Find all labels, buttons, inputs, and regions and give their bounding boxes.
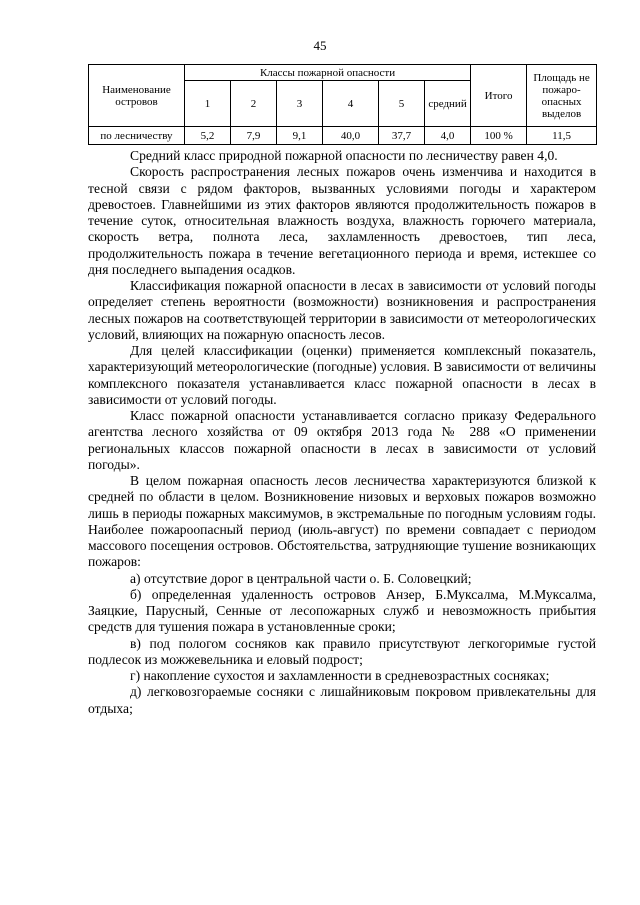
row-value: 5,2	[185, 127, 231, 145]
row-value: 7,9	[231, 127, 277, 145]
paragraph: Скорость распространения лесных пожаров очень изменчива и находится в тесной связи с рядом факторов, вызванных условиями погоды и характером древостоев. Главнейшими из этих факторов являются продолжительность пожаров в течение суток, относительная влажность воздуха, влажность горючего материала, скорость ветра, полнота леса, захламленность древостоев, тип леса, продолжительность пожара в течение вегетационного периода и время, истекшее со дня последнего выпадения осадков.	[88, 164, 596, 277]
fire-hazard-table	[88, 64, 597, 145]
paragraph: Класс пожарной опасности устанавливается согласно приказу Федерального агентства лесного хозяйства от 09 октября 2013 года № 288 «О применении региональных классов пожарной опасности в лесах в зависимости от условий погоды».	[88, 408, 596, 472]
row-value: 4,0	[425, 127, 471, 145]
header-total: Итого	[471, 65, 527, 127]
class-label: 1	[185, 81, 231, 127]
row-value: 37,7	[379, 127, 425, 145]
row-total: 100 %	[471, 127, 527, 145]
list-item: д) легковозгораемые сосняки с лишайниковым покровом привлекательны для отдыха;	[88, 684, 596, 716]
row-name: по лесничеству	[89, 127, 185, 145]
list-item: в) под пологом сосняков как правило присутствуют легкогоримые густой подлесок из можжевельника и еловый подрост;	[88, 635, 596, 667]
table-row	[89, 127, 597, 145]
class-label: 3	[277, 81, 323, 127]
list-item: а) отсутствие дорог в центральной части о. Б. Соловецкий;	[130, 570, 472, 586]
class-label: 2	[231, 81, 277, 127]
list-item: б) определенная удаленность островов Анзер, Б.Муксалма, М.Муксалма, Заяцкие, Парусный, Сенные от лесопожарных служб и невозможность прибытия средств для тушения пожара в установленные сроки;	[88, 586, 596, 635]
header-area: Площадь не пожаро-опасных выделов	[527, 65, 597, 127]
class-label: средний	[425, 81, 471, 127]
row-area: 11,5	[527, 127, 597, 145]
list-item: г) накопление сухостоя и захламленности в средневозрастных сосняках;	[130, 668, 550, 683]
row-value: 9,1	[277, 127, 323, 145]
row-value: 40,0	[323, 127, 379, 145]
paragraph: Для целей классификации (оценки) применяется комплексный показатель, характеризующий метеорологические (погодные) условия. В зависимости от величины комплексного показателя устанавливается класс пожарной опасности в лесах в зависимости от условий погоды.	[88, 343, 596, 407]
class-label: 4	[323, 81, 379, 127]
header-name: Наименование островов	[89, 65, 185, 127]
paragraph: Средний класс природной пожарной опасности по лесничеству равен 4,0.	[130, 148, 558, 163]
class-label: 5	[379, 81, 425, 127]
paragraph: В целом пожарная опасность лесов лесничества характеризуются близкой к средней по области в целом. Возникновение низовых и верховых пожаров возможно лишь в периоды пожарных максимумов, в экстремальные по погодным условиям годы. Наиболее пожароопасный период (июль-август) по времени совпадает с периодом массового посещения островов. Обстоятельства, затрудняющие тушение возникающих пожаров:	[88, 473, 596, 570]
paragraph: Классификация пожарной опасности в лесах в зависимости от условий погоды определяет степень вероятности (возможности) возникновения и распространения лесных пожаров на соответствующей территории в зависимости от метеорологических условий, влияющих на пожарную опасность лесов.	[88, 278, 596, 342]
body-text	[88, 148, 596, 717]
page-number: 45	[313, 38, 327, 53]
header-classes: Классы пожарной опасности	[185, 65, 471, 81]
